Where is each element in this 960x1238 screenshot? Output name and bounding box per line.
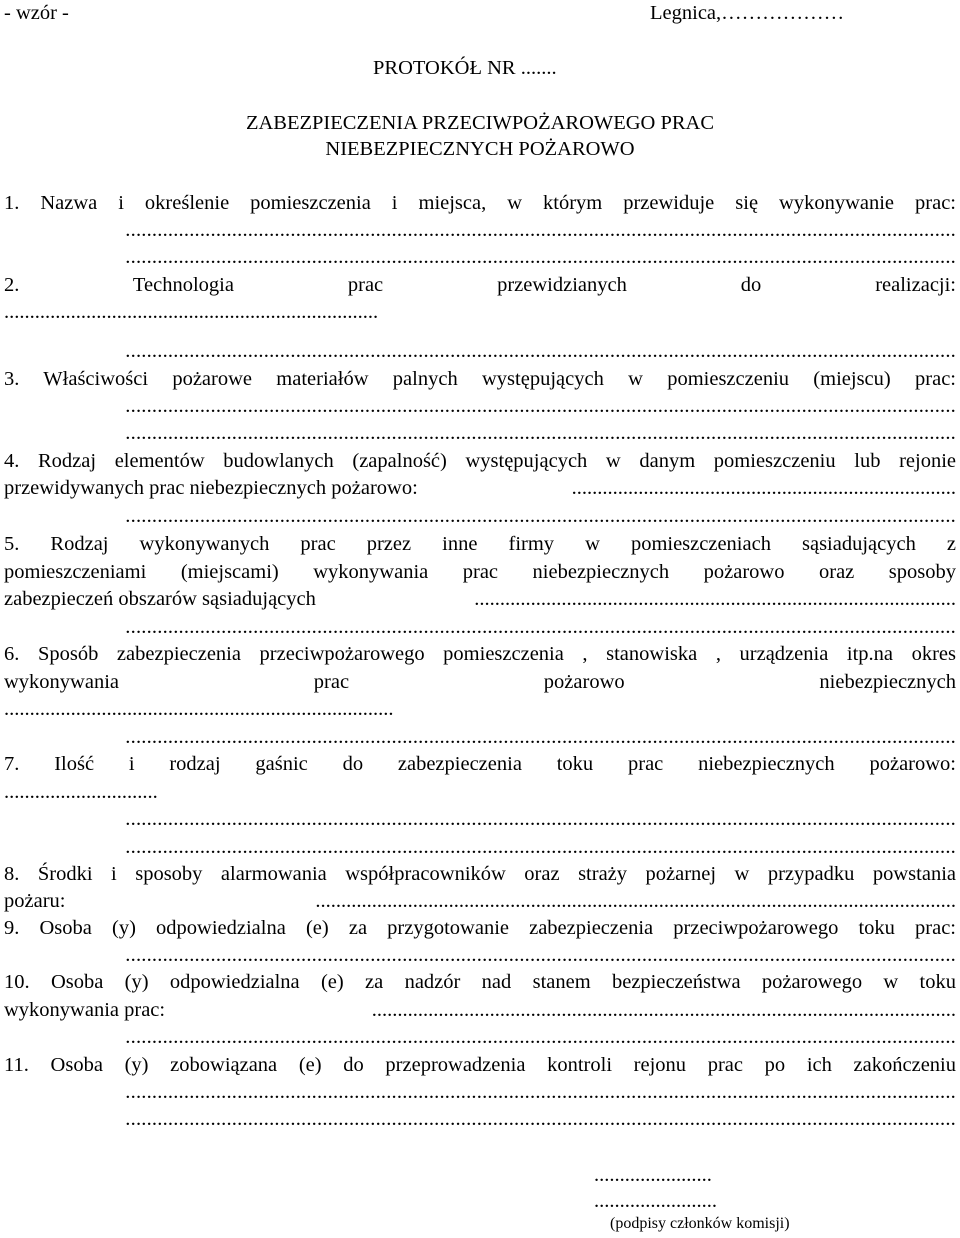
field-4-label-2: przewidywanych prac niebezpiecznych pożarowo: ...........................................................................: [4, 477, 956, 499]
protocol-number: PROTOKÓŁ NR .......: [373, 57, 557, 79]
field-6-dots-short: ............................................................................: [4, 698, 394, 720]
field-3-dots-1: ............................................................................................................................................................: [125, 395, 956, 417]
field-5-label-2: pomieszczeniami (miejscami) wykonywania prac niebezpiecznych pożarowo oraz sposoby: [4, 561, 956, 583]
signature-label: (podpisy członków komisji): [610, 1215, 790, 1232]
header-place-date: Legnica,………………: [650, 2, 845, 24]
field-10-label-2: wykonywania prac: ..................................................................................................................: [4, 999, 956, 1021]
signature-dots-1: .......................: [594, 1164, 712, 1186]
field-5-dots: ............................................................................................................................................................: [125, 616, 956, 638]
field-6-dots: ............................................................................................................................................................: [125, 726, 956, 748]
field-8-label-2: pożaru: .............................................................................................................................: [4, 890, 956, 912]
field-9-dots: ............................................................................................................................................................: [125, 944, 956, 966]
field-6-label-1: 6. Sposób zabezpieczenia przeciwpożarowego pomieszczenia , stanowiska , urządzenia itp.na okres: [4, 643, 956, 665]
field-11-dots-2: ............................................................................................................................................................: [125, 1108, 956, 1130]
field-1-label: 1. Nazwa i określenie pomieszczenia i miejsca, w którym przewiduje się wykonywanie prac:: [4, 192, 956, 214]
field-11-dots-1: ............................................................................................................................................................: [125, 1081, 956, 1103]
field-4-label-1: 4. Rodzaj elementów budowlanych (zapalność) występujących w danym pomieszczeniu lub rejonie: [4, 450, 956, 472]
field-10-label-1: 10. Osoba (y) odpowiedzialna (e) za nadzór nad stanem bezpieczeństwa pożarowego w toku: [4, 971, 956, 993]
field-8-label-1: 8. Środki i sposoby alarmowania współpracowników oraz straży pożarnej w przypadku powstania: [4, 863, 956, 885]
field-3-label: 3. Właściwości pożarowe materiałów palnych występujących w pomieszczeniu (miejscu) prac:: [4, 368, 956, 390]
field-5-label-3: zabezpieczeń obszarów sąsiadujących ..............................................................................................: [4, 588, 956, 610]
field-2-dots-short: .........................................................................: [4, 301, 379, 323]
field-2-label: 2. Technologia prac przewidzianych do realizacji:: [4, 274, 956, 296]
field-5-label-1: 5. Rodzaj wykonywanych prac przez inne firmy w pomieszczeniach sąsiadujących z: [4, 533, 956, 555]
field-6-label-2: wykonywania prac pożarowo niebezpiecznych: [4, 671, 956, 693]
field-10-dots: ............................................................................................................................................................: [125, 1026, 956, 1048]
field-7-label: 7. Ilość i rodzaj gaśnic do zabezpieczenia toku prac niebezpiecznych pożarowo:: [4, 753, 956, 775]
field-7-dots-2: ............................................................................................................................................................: [125, 836, 956, 858]
field-7-dots-1: ............................................................................................................................................................: [125, 808, 956, 830]
field-1-dots-1: ............................................................................................................................................................: [125, 219, 956, 241]
signature-dots-2: ........................: [594, 1190, 717, 1212]
field-2-dots: ............................................................................................................................................................: [125, 340, 956, 362]
field-7-dots-short: ..............................: [4, 781, 158, 803]
field-4-dots: ............................................................................................................................................................: [125, 505, 956, 527]
title-line-2: NIEBEZPIECZNYCH POŻAROWO: [325, 138, 635, 160]
field-9-label: 9. Osoba (y) odpowiedzialna (e) za przygotowanie zabezpieczenia przeciwpożarowego toku prac:: [4, 917, 956, 939]
title-line-1: ZABEZPIECZENIA PRZECIWPOŻAROWEGO PRAC: [245, 112, 715, 134]
field-11-label: 11. Osoba (y) zobowiązana (e) do przeprowadzenia kontroli rejonu prac po ich zakończeniu: [4, 1054, 956, 1076]
header-wzor: - wzór -: [4, 2, 69, 24]
field-1-dots-2: ............................................................................................................................................................: [125, 246, 956, 268]
field-3-dots-2: ............................................................................................................................................................: [125, 422, 956, 444]
